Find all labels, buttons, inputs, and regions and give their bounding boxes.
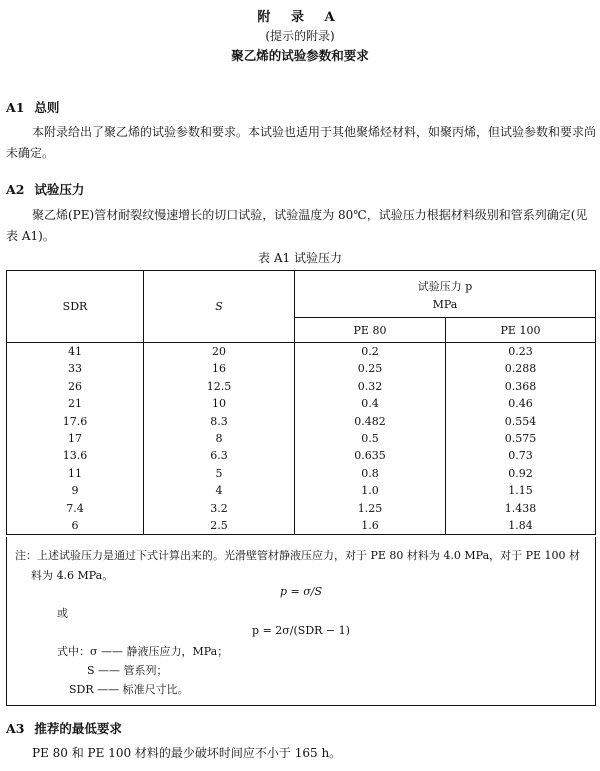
cell-pe80: 1.0 [295,482,446,499]
table-note [6,537,596,706]
section-a2-heading [6,180,84,198]
cell-pe100: 1.15 [508,484,533,498]
section-a3-heading [6,719,122,737]
cell-sdr: 17.6 [7,413,144,430]
table-row [7,430,596,447]
cell-pe100: 0.92 [508,466,533,480]
cell-pe100: 1.84 [508,519,533,533]
cell-pe80: 0.635 [295,447,446,464]
table-row [7,378,596,395]
section-a2-paragraph: 聚乙烯(PE)管材耐裂纹慢速增长的切口试验，试验温度为 80℃，试验压力根据材料级别和管系列确定(见表 A1)。 [6,208,588,243]
cell-s: 6.3 [144,447,295,464]
section-number: A3 [6,721,25,736]
cell-sdr: 13.6 [7,447,144,464]
cell-s: 8 [144,430,295,447]
cell-sdr: 41 [7,343,144,361]
cell-pe100: 0.46 [508,397,533,411]
header-pressure-label: 试验压力 p [417,279,473,293]
table-row [7,500,596,517]
cell-s: 4 [144,482,295,499]
pressure-table [6,270,596,535]
cell-pe80: 0.32 [295,378,446,395]
section-a1-paragraph: 本附录给出了聚乙烯的试验参数和要求。本试验也适用于其他聚烯烃材料，如聚丙烯，但试验参数和要求尚未确定。 [6,125,597,160]
cell-pe80: 0.8 [295,465,446,482]
cell-pe80: 1.25 [295,500,446,517]
note-or: 或 [57,607,68,620]
note-line-1: 注：上述试验压力是通过下式计算出来的。光滑壁管材静液压应力，对于 PE 80 材料为 4.0 MPa，对于 PE 100 材 [15,549,581,562]
table-row [7,465,596,482]
cell-s: 12.5 [144,378,295,395]
header-sdr: SDR [7,271,144,343]
section-title: 试验压力 [34,182,85,197]
section-number: A2 [6,182,25,197]
cell-s: 20 [144,343,295,361]
table-row [7,447,596,464]
cell-pe100: 0.288 [504,362,537,376]
table-row [7,395,596,412]
table-row [7,482,596,499]
cell-pe80: 1.6 [295,517,446,535]
cell-pe100: 0.23 [508,345,533,358]
note-line-2: 料为 4.6 MPa。 [31,569,114,582]
cell-sdr: 9 [7,482,144,499]
cell-pe100: 0.575 [504,432,537,446]
table-caption: 表 A1 试验压力 [258,251,342,265]
table-row [7,360,596,377]
cell-pe100: 0.554 [504,414,537,428]
cell-sdr: 21 [7,395,144,412]
annex-note: (提示的附录) [265,29,335,43]
cell-sdr: 11 [7,465,144,482]
where-sigma: 式中：σ —— 静液压应力，MPa； [57,645,229,658]
cell-sdr: 26 [7,378,144,395]
section-a1-heading [6,98,59,116]
cell-sdr: 33 [7,360,144,377]
header-pe80: PE 80 [295,318,446,343]
header-pressure-unit: MPa [432,297,458,311]
section-number: A1 [6,100,25,115]
section-title: 推荐的最低要求 [34,721,122,736]
annex-heading: 附 录 A [257,10,343,25]
cell-s: 16 [144,360,295,377]
section-a3-paragraph: PE 80 和 PE 100 材料的最少破坏时间应不小于 165 h。 [32,746,342,760]
cell-pe100: 0.368 [504,379,537,393]
section-title: 总则 [34,100,60,115]
header-s: S [144,271,295,343]
annex-title: 聚乙烯的试验参数和要求 [231,48,369,63]
cell-pe80: 0.482 [295,413,446,430]
cell-sdr: 17 [7,430,144,447]
cell-s: 8.3 [144,413,295,430]
cell-sdr: 6 [7,517,144,535]
where-s: S —— 管系列； [87,664,168,677]
header-pressure [295,271,596,318]
cell-pe80: 0.5 [295,430,446,447]
cell-s: 5 [144,465,295,482]
cell-pe80: 0.4 [295,395,446,412]
cell-s: 3.2 [144,500,295,517]
cell-pe100: 0.73 [508,449,533,463]
cell-sdr: 7.4 [7,500,144,517]
formula-1: p = σ/S [279,585,322,598]
header-pe100: PE 100 [446,318,596,343]
cell-pe100: 1.438 [504,501,537,515]
where-sdr: SDR —— 标准尺寸比。 [69,683,189,696]
cell-pe80: 0.2 [295,343,446,361]
cell-s: 2.5 [144,517,295,535]
cell-pe80: 0.25 [295,360,446,377]
table-row [7,517,596,535]
formula-2: p = 2σ/(SDR − 1) [252,624,350,637]
cell-s: 10 [144,395,295,412]
table-row [7,343,596,361]
table-row [7,413,596,430]
